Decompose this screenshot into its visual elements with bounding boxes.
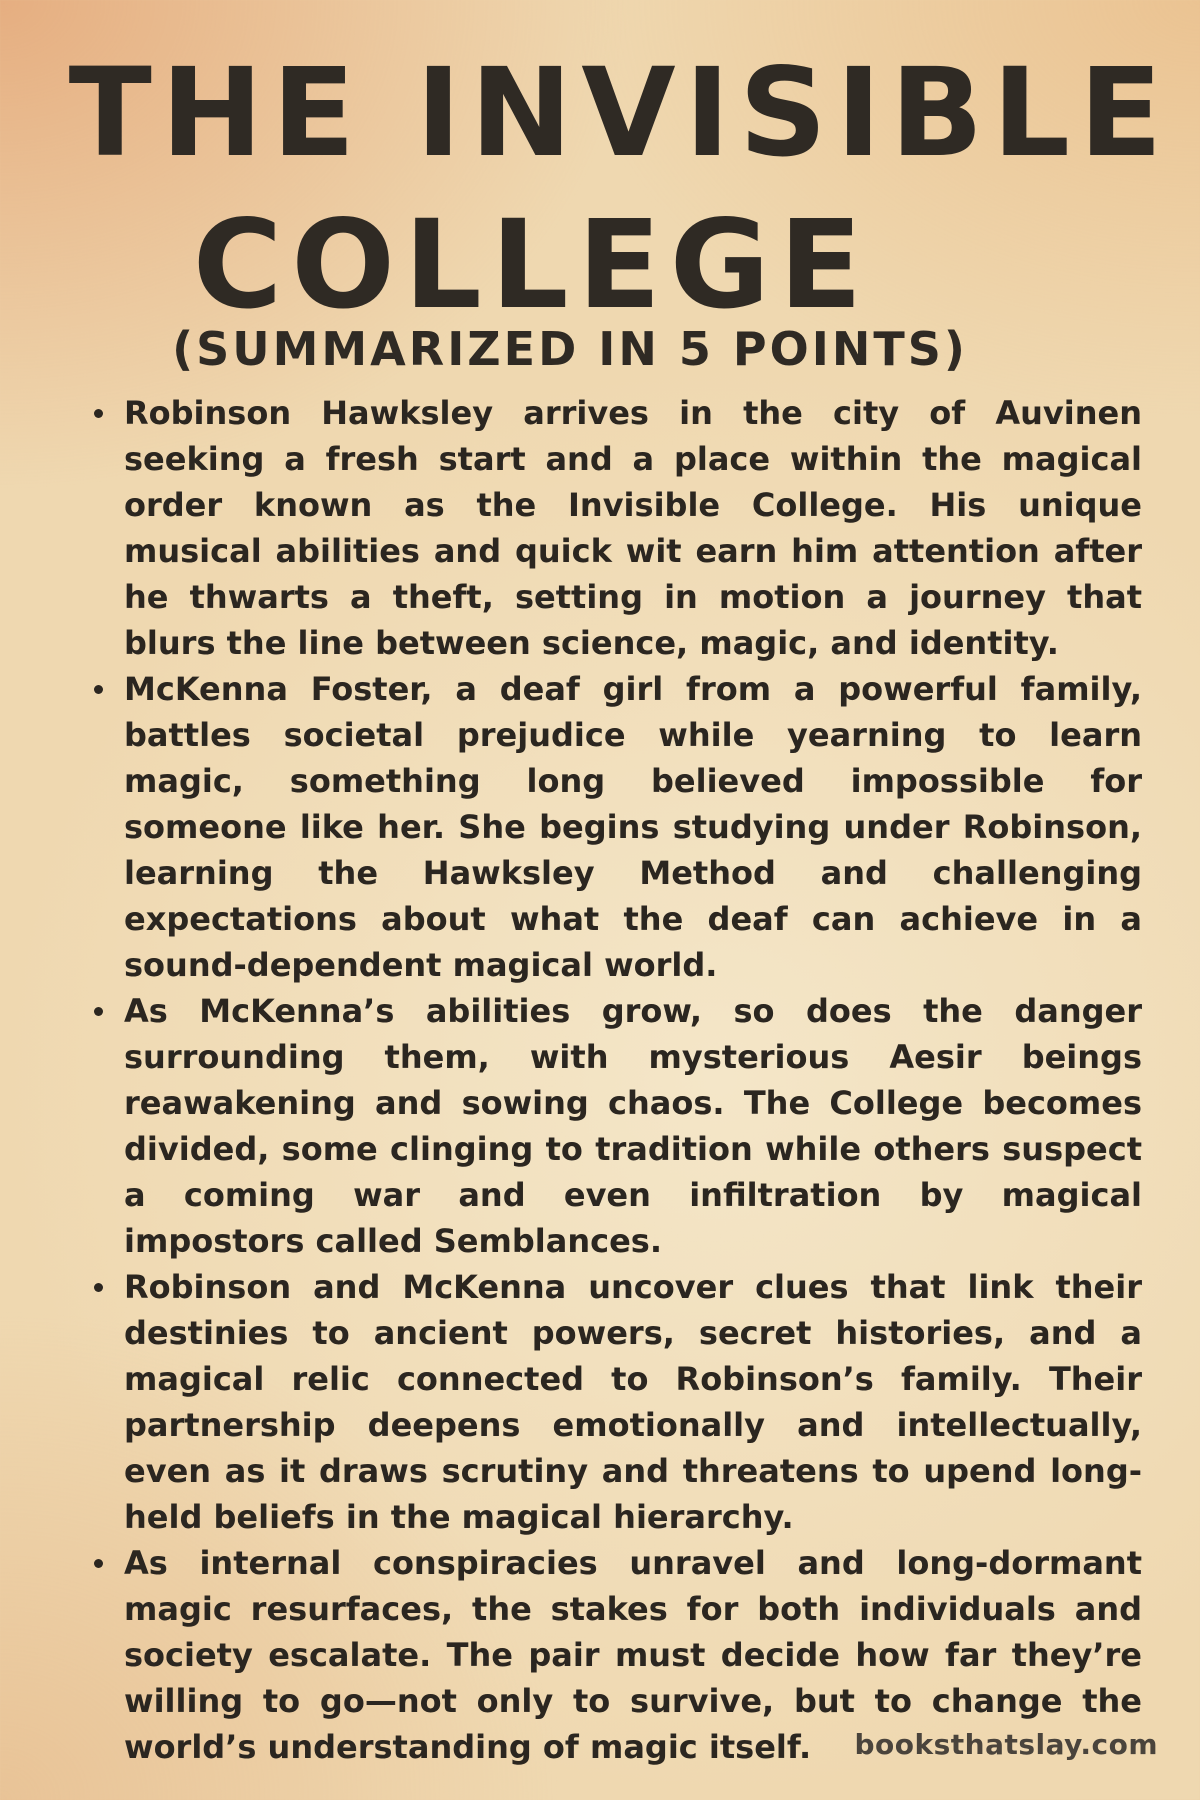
- summary-point-text: As internal conspiracies unravel and long-dormant magic resurfaces, the stakes for both individuals and society escalate. The pair must decide how far they’re willing to go—not only to survive, but to change the world’s understanding of magic itself.: [124, 1544, 1142, 1766]
- summary-point-4: [86, 1264, 1142, 1540]
- bullet-icon: [94, 1283, 103, 1292]
- bullet-icon: [94, 409, 103, 418]
- summary-point-1: [86, 390, 1142, 666]
- site-watermark: booksthatslay.com: [854, 1728, 1158, 1761]
- summary-points-list: [86, 390, 1142, 1770]
- title-line-2: COLLEGE: [192, 194, 872, 336]
- bullet-icon: [94, 1559, 103, 1568]
- summary-point-3: [86, 988, 1142, 1264]
- bullet-icon: [94, 685, 103, 694]
- bullet-icon: [94, 1007, 103, 1016]
- summary-point-text: Robinson and McKenna uncover clues that link their destinies to ancient powers, secret histories, and a magical relic connected to Robinson’s family. Their partnership deepens emotionally and intellectually, even as it draws scrutiny and threatens to upend long-held beliefs in the magical hierarchy.: [124, 1268, 1142, 1536]
- title-line-1: THE INVISIBLE: [68, 42, 1172, 184]
- summary-point-2: [86, 666, 1142, 988]
- summary-point-text: Robinson Hawksley arrives in the city of Auvinen seeking a fresh start and a place within the magical order known as the Invisible College. His unique musical abilities and quick wit earn him attention after he thwarts a theft, setting in motion a journey that blurs the line between science, magic, and identity.: [124, 394, 1142, 662]
- subtitle: (SUMMARIZED IN 5 POINTS): [172, 322, 968, 376]
- summary-point-text: As McKenna’s abilities grow, so does the danger surrounding them, with mysterious Aesir beings reawakening and sowing chaos. The College becomes divided, some clinging to tradition while others suspect a coming war and even infiltration by magical impostors called Semblances.: [124, 992, 1142, 1260]
- summary-point-text: McKenna Foster, a deaf girl from a powerful family, battles societal prejudice while yearning to learn magic, something long believed impossible for someone like her. She begins studying under Robinson, learning the Hawksley Method and challenging expectations about what the deaf can achieve in a sound-dependent magical world.: [124, 670, 1142, 984]
